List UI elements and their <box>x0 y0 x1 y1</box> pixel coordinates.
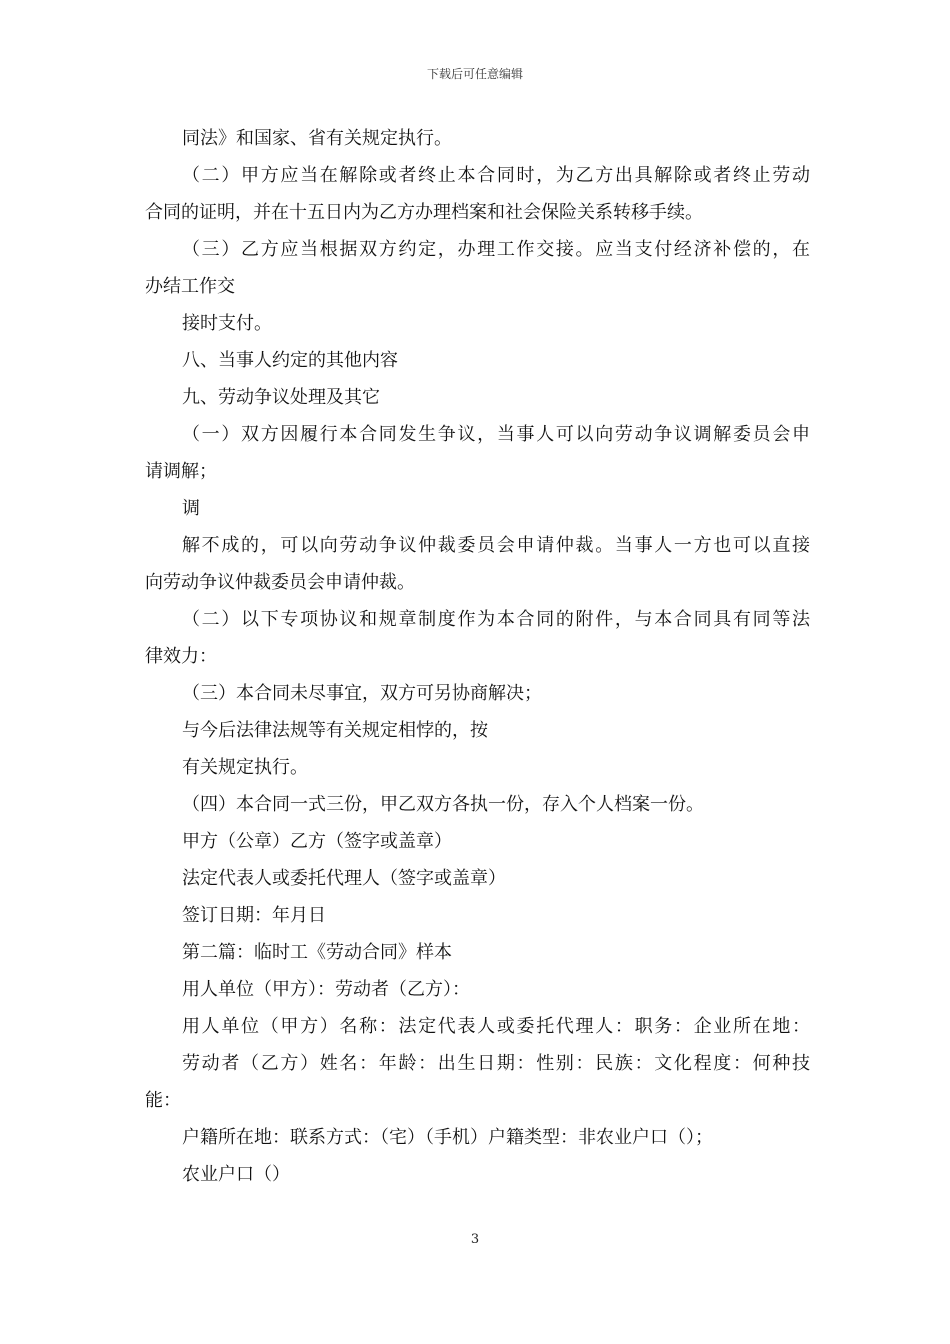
text-line: （二）甲方应当在解除或者终止本合同时，为乙方出具解除或者终止劳动 <box>182 165 810 186</box>
text-line: 接时支付。 <box>182 313 272 334</box>
text-line: （一）双方因履行本合同发生争议，当事人可以向劳动争议调解委员会申 <box>182 424 810 445</box>
text-line: 同法》和国家、省有关规定执行。 <box>182 128 452 149</box>
text-line: 甲方（公章）乙方（签字或盖章） <box>182 831 452 852</box>
page-number: 3 <box>470 1232 480 1247</box>
text-line: 调 <box>182 498 200 519</box>
text-line: 解不成的，可以向劳动争议仲裁委员会申请仲裁。当事人一方也可以直接 <box>182 535 810 556</box>
text-line: 农业户口（） <box>182 1164 290 1185</box>
text-line: 律效力： <box>145 646 217 667</box>
text-line: （三）本合同未尽事宜，双方可另协商解决； <box>182 683 542 704</box>
text-line: 户籍所在地：联系方式：（宅）（手机）户籍类型：非农业户口（）； <box>182 1127 713 1148</box>
text-line: 劳动者（乙方）姓名：年龄：出生日期：性别：民族：文化程度：何种技 <box>182 1053 810 1074</box>
text-line: 合同的证明，并在十五日内为乙方办理档案和社会保险关系转移手续。 <box>145 202 703 223</box>
text-line: 办结工作交 <box>145 276 235 297</box>
text-line: 有关规定执行。 <box>182 757 308 778</box>
text-line: 请调解； <box>145 461 217 482</box>
text-line: 九、劳动争议处理及其它 <box>182 387 380 408</box>
page-header-note: 下载后可任意编辑 <box>426 67 523 81</box>
text-line: 向劳动争议仲裁委员会申请仲裁。 <box>145 572 415 593</box>
text-line: （二）以下专项协议和规章制度作为本合同的附件，与本合同具有同等法 <box>182 609 810 630</box>
text-line: 用人单位（甲方）：劳动者（乙方）： <box>182 979 470 1000</box>
text-line: （四）本合同一式三份，甲乙双方各执一份，存入个人档案一份。 <box>182 794 704 815</box>
text-line: 签订日期：年月日 <box>182 905 326 926</box>
text-line: 八、当事人约定的其他内容 <box>182 350 398 371</box>
text-line: 法定代表人或委托代理人（签字或盖章） <box>182 868 506 889</box>
text-line: 第二篇：临时工《劳动合同》样本 <box>182 942 452 963</box>
text-line: 与今后法律法规等有关规定相悖的，按 <box>182 720 488 741</box>
text-line: 能： <box>145 1090 181 1111</box>
text-line: （三）乙方应当根据双方约定，办理工作交接。应当支付经济补偿的，在 <box>182 239 810 260</box>
text-line: 用人单位（甲方）名称：法定代表人或委托代理人：职务：企业所在地： <box>182 1016 810 1037</box>
